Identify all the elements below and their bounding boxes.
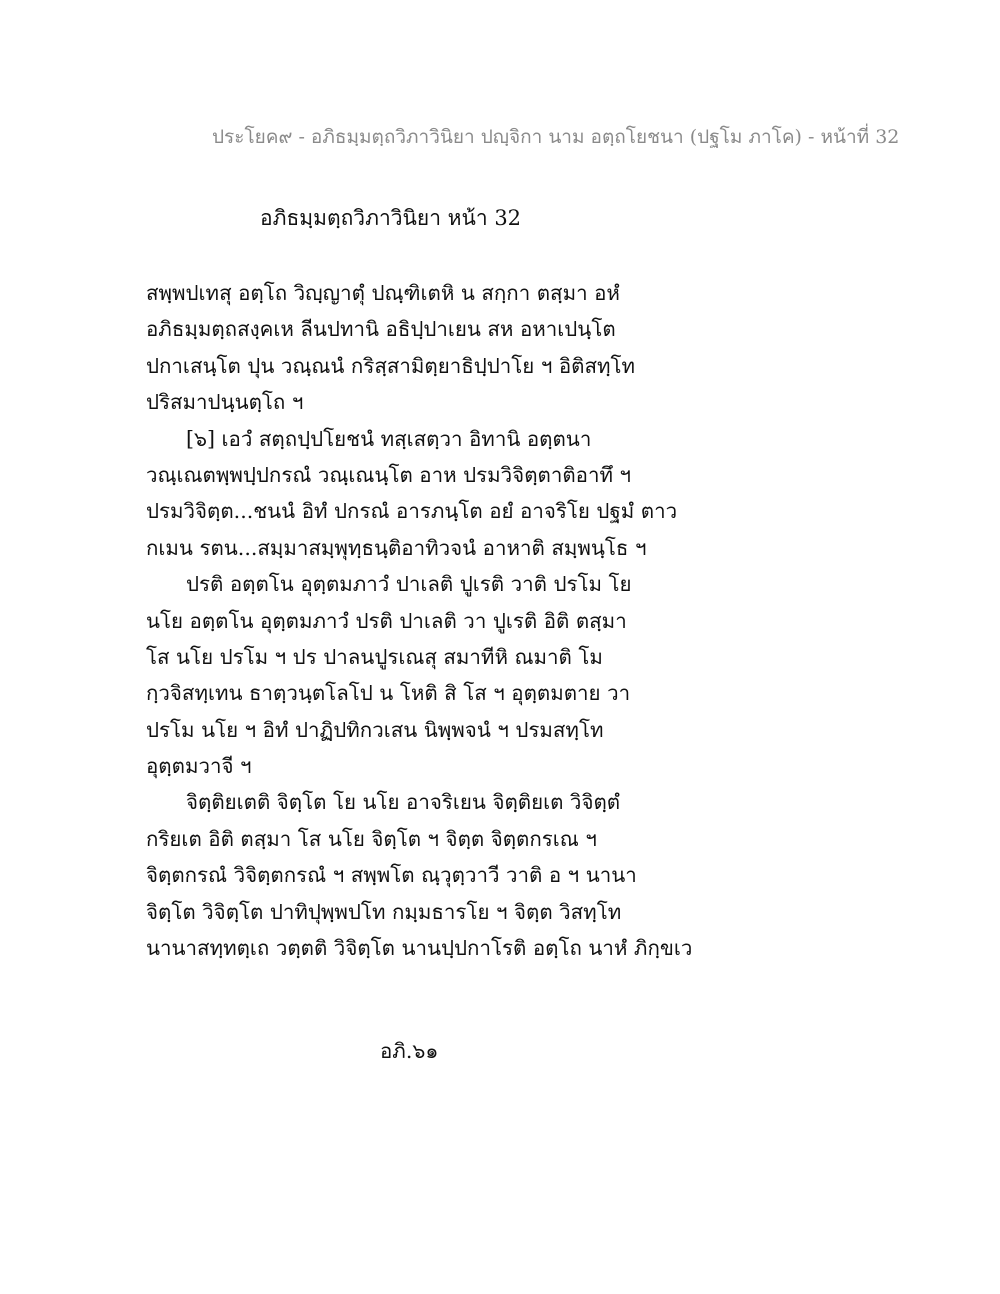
text-line: อุตฺตมวาจี ฯ <box>146 754 252 779</box>
page-title: อภิธมฺมตฺถวิภาวินิยา หน้า 32 <box>260 206 522 230</box>
paragraph-start-line: [๖] เอวํ สตฺถปฺปโยชนํ ทสฺเสตฺวา อิทานิ อตฺตนา <box>186 426 592 451</box>
text-line: สพฺพปเทสุ อตฺโถ วิญฺญาตุํ ปณฺฑิเตหิ น สกฺกา ตสฺมา อหํ <box>146 281 620 305</box>
text-line: นโย อตฺตโน อุตฺตมภาวํ ปรติ ปาเลติ วา ปูเรติ อิติ ตสฺมา <box>146 608 627 633</box>
body-text <box>146 275 693 966</box>
text-line: กริยเต อิติ ตสฺมา โส นโย จิตฺโต ฯ จิตฺต จิตฺตกรเณ ฯ <box>146 826 597 851</box>
text-line: วณฺเณตพฺพปฺปกรณํ วณฺเณนฺโต อาห ปรมวิจิตฺตาติอาทึ ฯ <box>146 462 632 487</box>
text-line: ปกาเสนฺโต ปุน วณฺณนํ กริสฺสามิตฺยาธิปฺปาโย ฯ อิติสทฺโท <box>146 353 636 378</box>
text-line: นานาสทฺทตฺเถ วตฺตติ วิจิตฺโต นานปฺปกาโรติ อตฺโถ นาหํ ภิกฺขเว <box>146 936 693 961</box>
paragraph-start-line: ปรติ อตฺตโน อุตฺตมภาวํ ปาเลติ ปูเรติ วาติ ปรโม โย <box>186 572 632 597</box>
text-line: จิตฺโต วิจิตฺโต ปาทิปุพฺพปโท กมฺมธารโย ฯ จิตฺต วิสทฺโท <box>146 899 622 924</box>
text-line: กเมน รตน...สมฺมาสมฺพุทฺธนฺติอาทิวจนํ อาหาติ สมฺพนฺโธ ฯ <box>146 535 647 560</box>
footer-signature: อภิ.๖๑ <box>380 1039 439 1063</box>
text-line: จิตฺตกรณํ วิจิตฺตกรณํ ฯ สพฺพโต ณฺวุตฺวาวี วาติ อ ฯ นานา <box>146 863 637 888</box>
text-line: โส นโย ปรโม ฯ ปร ปาลนปูรเณสุ สมาทีหิ ณมาติ โม <box>146 644 603 669</box>
text-line: ปริสมาปนฺนตฺโถ ฯ <box>146 390 304 415</box>
running-header: ประโยค๙ - อภิธมฺมตฺถวิภาวินิยา ปญฺจิกา นาม อตฺถโยชนา (ปฐโม ภาโค) - หน้าที่ 32 <box>212 126 900 148</box>
paragraph-start-line: จิตฺติยเตติ จิตฺโต โย นโย อาจริเยน จิตฺติยเต วิจิตฺตํ <box>186 790 621 815</box>
text-line: ปรมวิจิตฺต...ชนนํ อิทํ ปกรณํ อารภนฺโต อยํ อาจริโย ปฐมํ ตาว <box>146 499 678 524</box>
text-line: ปรโม นโย ฯ อิทํ ปาฏิปทิกวเสน นิพฺพจนํ ฯ ปรมสทฺโท <box>146 717 604 742</box>
text-line: อภิธมฺมตฺถสงฺคเห ลีนปทานิ อธิปฺปาเยน สห อหาเปนฺโต <box>146 317 616 342</box>
text-line: กฺวจิสทฺเทน ธาตฺวนฺตโลโป น โหติ สิ โส ฯ อุตฺตมตาย วา <box>146 681 631 706</box>
